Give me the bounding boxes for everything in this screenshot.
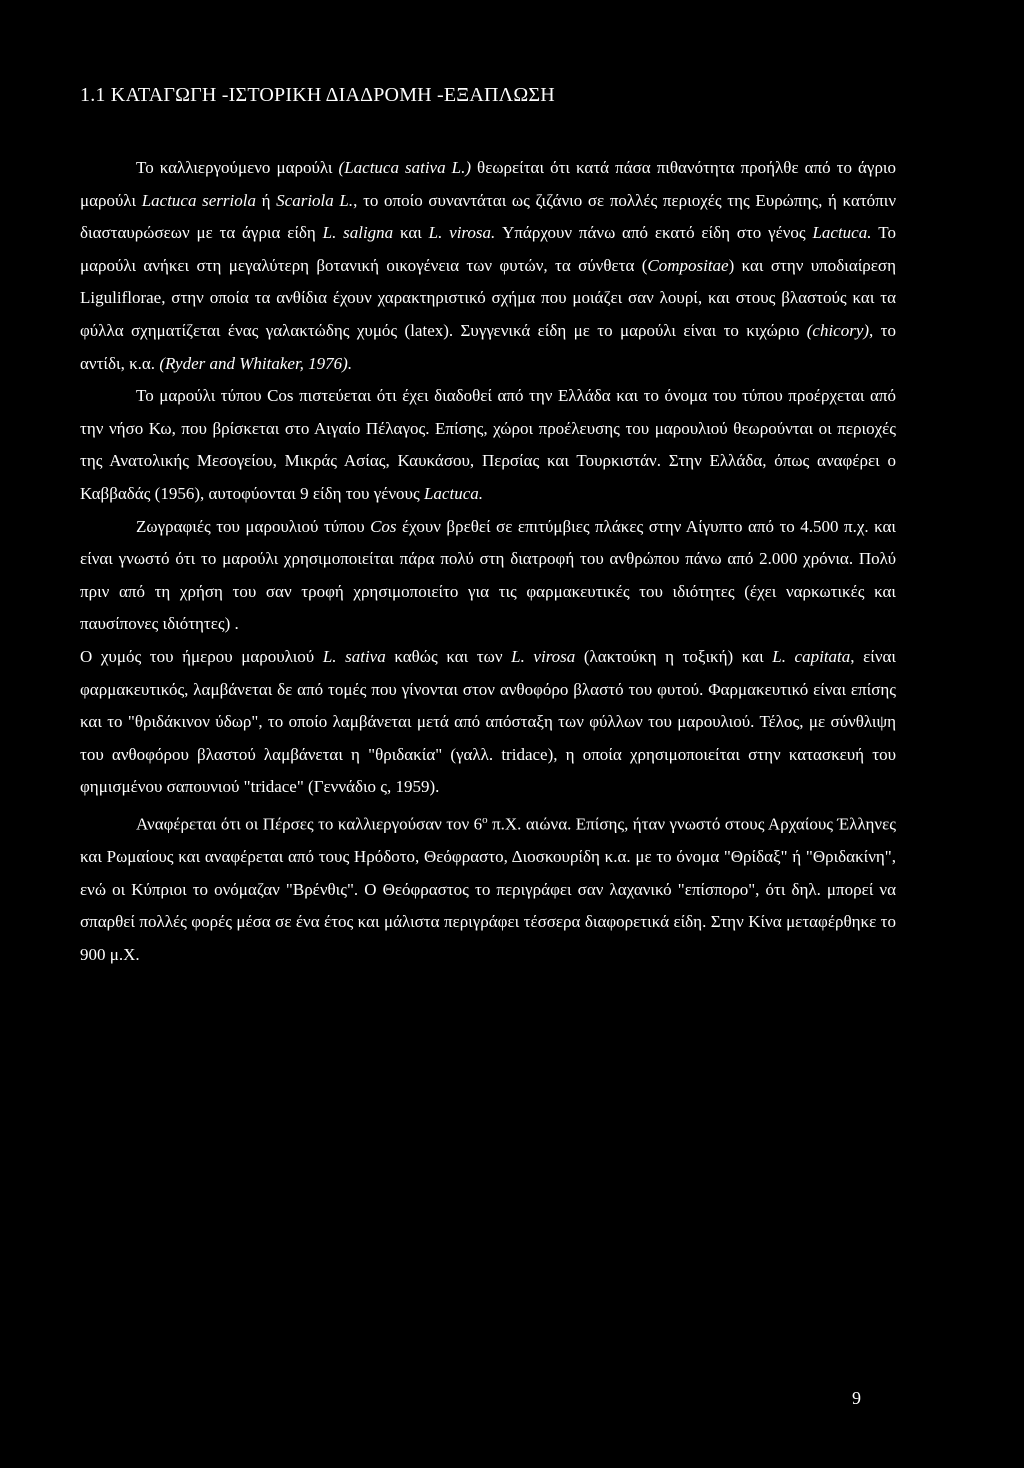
paragraph xyxy=(80,152,896,380)
paragraph xyxy=(80,804,896,972)
text-run: Ο χυμός του ήμερου μαρουλιού xyxy=(80,646,323,666)
text-run: και xyxy=(393,223,429,243)
text-run: θεωρείται ότι κατά πάσα πιθανότητα προήλθε από το άγριο μαρούλι xyxy=(80,158,896,210)
text-run: Το καλλιεργούμενο μαρούλι xyxy=(136,158,339,177)
text-run: (λακτούκη η τοξική) και xyxy=(575,646,773,666)
text-run: ) και στην υποδιαίρεση Liguliflorae, στην οποία τα ανθίδια έχουν χαρακτηριστικό σχήμα που μοιάζει σαν λουρί, και στους βλαστούς και τα φύλλα σχηματίζεται ένας γαλακτώδης χυμός (latex). Συγγενικά είδη με το μαρούλι είναι το κιχώριο xyxy=(80,255,896,340)
italic-text-run: (Ryder and Whitaker, 1976). xyxy=(159,353,353,373)
text-run: Το μαρούλι τύπου Cos πιστεύεται ότι έχει διαδοθεί από την Ελλάδα και το όνομα του τύπου προέρχεται από την νήσο Κω, που βρίσκεται στο Αιγαίο Πέλαγος. Επίσης, χώροι προέλευσης του μαρουλιού θεωρούνται οι περιοχές της Ανατολικής Μεσογείου, Μικράς Ασίας, Καυκάσου, Περσίας και Τουρκιστάν. Στην Ελλάδα, όπως αναφέρει ο Καββαδάς (1956), αυτοφύονται 9 είδη του γένους xyxy=(80,386,896,503)
italic-text-run: Compositae xyxy=(647,255,729,275)
italic-text-run: Lactuca. xyxy=(423,483,483,503)
italic-text-run: (Lactuca sativa L.) xyxy=(338,158,472,177)
italic-text-run: L. virosa xyxy=(511,646,576,666)
italic-text-run: L. saligna xyxy=(322,223,394,243)
document-body xyxy=(80,152,896,972)
italic-text-run: (chicory) xyxy=(806,320,870,340)
text-run: Αναφέρεται ότι οι Πέρσες το καλλιεργούσαν τον 6 xyxy=(136,814,483,834)
text-run: , το οποίο συναντάται ως ζιζάνιο σε πολλές περιοχές της Ευρώπης, ή κατόπιν διασταυρώσεων με τα άγρια είδη xyxy=(80,190,897,243)
page-number: 9 xyxy=(852,1388,861,1408)
text-run: π.Χ. αιώνα. Επίσης, ήταν γνωστό στους Αρχαίους Έλληνες και Ρωμαίους και αναφέρεται από τους Ηρόδοτο, Θεόφραστο, Διοσκουρίδη κ.α. με το όνομα "Θρίδαξ" ή "Θριδακίνη", ενώ οι Κύπριοι το ονόμαζαν "Βρένθις". Ο Θεόφραστος το περιγράφει σαν λαχανικό "επίσπορο", ότι δηλ. μπορεί να σπαρθεί πολλές φορές μέσα σε ένα έτος και μάλιστα περιγράφει τέσσερα διαφορετικά είδη. Στην Κίνα μεταφέρθηκε το 900 μ.Χ. xyxy=(80,814,896,964)
italic-text-run: Lactuca. xyxy=(812,223,872,243)
italic-text-run: Scariola L. xyxy=(276,190,354,210)
paragraph xyxy=(80,380,896,510)
italic-text-run: L. sativa xyxy=(322,646,386,666)
text-run: , είναι φαρμακευτικός, λαμβάνεται δε από τομές που γίνονται στον ανθοφόρο βλαστό του φυτού. Φαρμακευτικό είναι επίσης και το "θριδάκινον ύδωρ", το οποίο λαμβάνεται μετά από απόσταξη των φύλλων του μαρουλιού. Τέλος, με σύνθλιψη του ανθοφόρου βλαστού λαμβάνεται η "θριδακία" (γαλλ. tridace), η οποία χρησιμοποιείται στην κατασκευή του φημισμένου σαπουνιού "tridace" (Γεννάδιο ς, 1959). xyxy=(80,646,897,797)
italic-text-run: L. capitata xyxy=(772,646,851,666)
paragraph xyxy=(80,641,896,804)
text-run: , το αντίδι, κ.α. xyxy=(80,320,896,373)
section-heading: 1.1 ΚΑΤΑΓΩΓΗ -ΙΣΤΟΡΙΚΗ ΔΙΑΔΡΟΜΗ -ΕΞΑΠΛΩΣΗ xyxy=(80,84,555,106)
text-run: καθώς και των xyxy=(385,646,512,666)
text-run: ο xyxy=(482,813,488,826)
text-run: ή xyxy=(255,190,277,210)
text-run: έχουν βρεθεί σε επιτύμβιες πλάκες στην Αίγυπτο από το 4.500 π.χ. και είναι γνωστό ότι το μαρούλι χρησιμοποιείται πάρα πολύ στη διατροφή του ανθρώπου πάνω από 2.000 χρόνια. Πολύ πριν από τη χρήση του σαν τροφή χρησιμοποιείτο για τις φαρμακευτικές του ιδιότητες (έχει ναρκωτικές και παυσίπονες ιδιότητες) . xyxy=(80,516,896,634)
italic-text-run: Cos xyxy=(370,516,397,536)
text-run: Το μαρούλι ανήκει στη μεγαλύτερη βοτανική οικογένεια των φυτών, τα σύνθετα ( xyxy=(80,223,896,275)
text-run: Ζωγραφιές του μαρουλιού τύπου xyxy=(136,516,371,536)
text-run: Υπάρχουν πάνω από εκατό είδη στο γένος xyxy=(495,223,813,243)
paragraph xyxy=(80,511,896,641)
italic-text-run: Lactuca serriola xyxy=(141,190,256,210)
italic-text-run: L. virosa. xyxy=(428,223,496,243)
